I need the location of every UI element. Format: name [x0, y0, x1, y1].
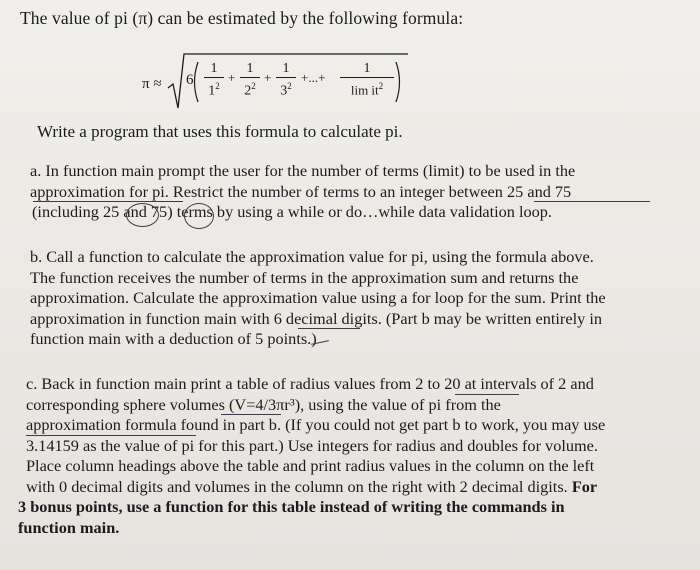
- underline-radius-range: [455, 394, 519, 395]
- part-a-paragraph: a. In function main prompt the user for the number of terms (limit) to be used in the approximation for pi. Restrict the number of terms to an integer between 25 and 75 (including 25 and 75) terms by using a while or do…while data validation loop.: [30, 161, 576, 221]
- formula-coefficient: 6: [186, 72, 194, 88]
- formula-plus-1: +: [228, 70, 236, 85]
- circle-25: [126, 203, 159, 227]
- underline-decimal-digits: [298, 328, 360, 329]
- formula-ellipsis: +...+: [301, 70, 326, 85]
- underline-approximation-formula: [26, 435, 196, 436]
- circle-75: [184, 203, 214, 229]
- underline-volume-formula: [221, 414, 281, 415]
- formula-lhs: π ≈: [142, 76, 162, 92]
- formula-last-term: $\frac{1}{\lim it^2}$: [340, 61, 394, 98]
- pi-formula: [142, 50, 418, 112]
- part-c-paragraph: c. Back in function main print a table of radius values from 2 to 20 at intervals of 2 and corresponding sphere volumes (V=4/3πr³), using the value of pi from the approximation formula found in part b. (If you could not get part b to work, you may use 3.14159 as the value of pi for this part.) Use integers for radius and doubles for volume. Place column headings above the table and print radius values in the column on the left with 0 decimal digits and volumes in the column on the right with 2 decimal digits. For 3 bonus points, use a function for this table instead of writing the commands in function main.: [18, 374, 606, 537]
- formula-term-2: $\frac{1}{2^2}$: [240, 61, 260, 100]
- part-b-paragraph: b. Call a function to calculate the approximation value for pi, using the formula above. The function receives the number of terms in the approximation sum and returns the approximation. Calculate the approximation value using a for loop for the sum. Print the approximation in function main with 6 decimal digits. (Part b may be written entirely in function main with a deduction of 5 points.): [30, 247, 606, 348]
- formula-term-1: $\frac{1}{1^2}$: [204, 61, 224, 100]
- underline-range: [534, 201, 650, 202]
- formula-term-3: $\frac{1}{3^2}$: [276, 61, 296, 100]
- underline-approximation: [33, 201, 183, 202]
- page-title: The value of pi (π) can be estimated by the following formula:: [20, 8, 464, 28]
- intro-text: Write a program that uses this formula to calculate pi.: [37, 122, 403, 141]
- formula-plus-2: +: [264, 70, 272, 85]
